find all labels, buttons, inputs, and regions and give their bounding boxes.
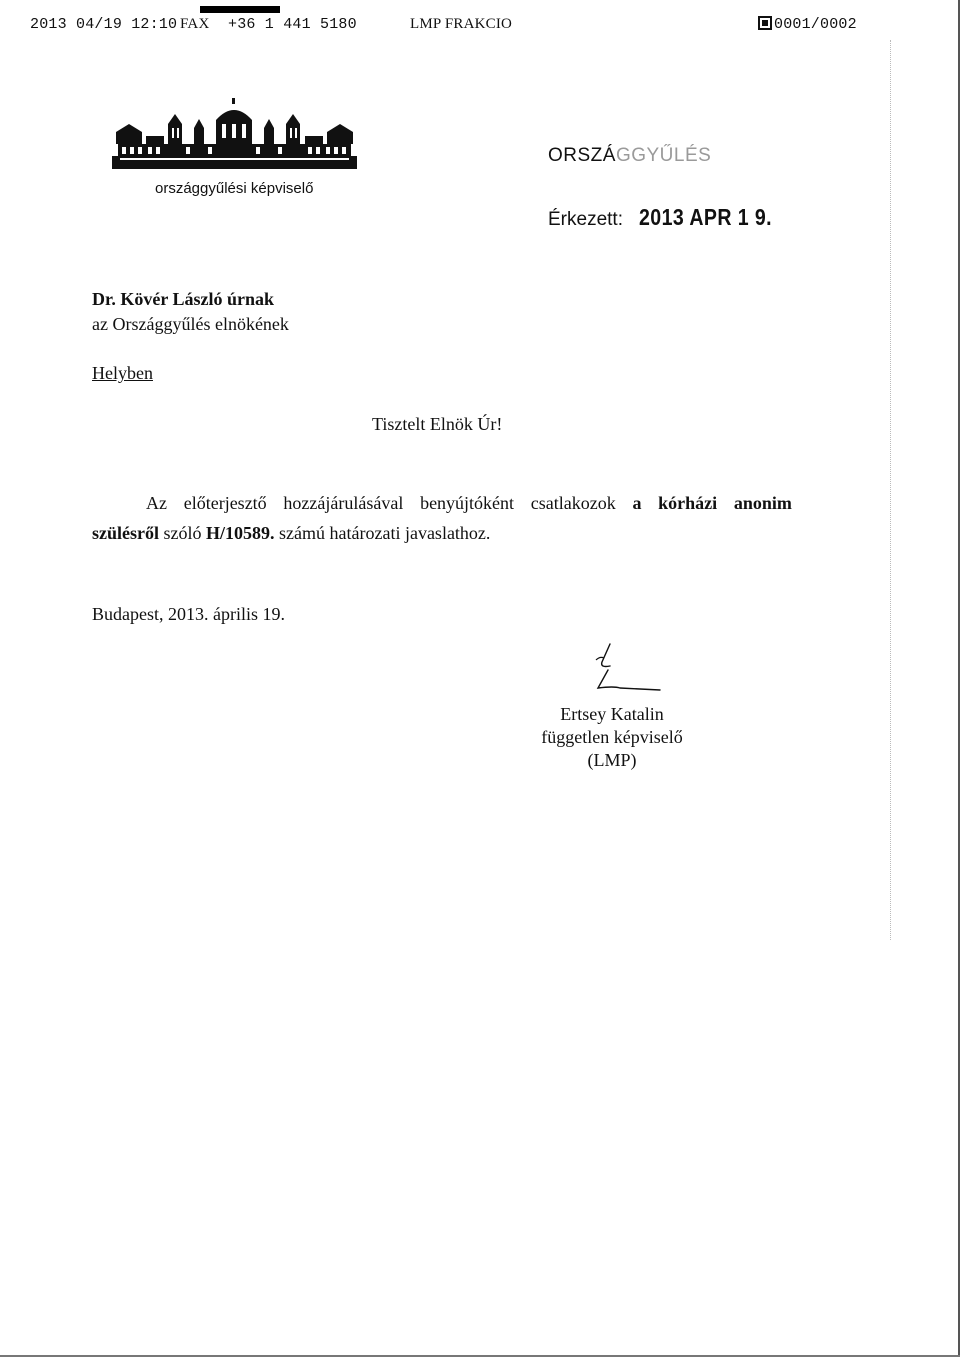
place-date: Budapest, 2013. április 19. <box>92 604 285 624</box>
signatory-party: (LMP) <box>587 750 637 770</box>
handwritten-signature <box>580 640 680 709</box>
scan-margin-line <box>890 40 892 940</box>
body-word: kórházi <box>658 493 718 513</box>
stamp-title-text: ORSZÁ <box>548 145 616 166</box>
fax-datetime: 2013 04/19 12:10 <box>30 16 178 33</box>
addressee <box>92 287 289 337</box>
logo-caption: országgyűlési képviselő <box>155 180 314 197</box>
letter-body <box>92 488 792 548</box>
signature-block <box>530 703 694 772</box>
body-text: számú határozati javaslathoz. <box>279 523 491 543</box>
bill-number: H/10589. <box>206 523 275 543</box>
fax-page-icon <box>758 16 772 30</box>
body-line-2 <box>92 518 792 548</box>
body-word: Az <box>146 493 167 513</box>
received-stamp <box>548 204 796 231</box>
body-word: előterjesztő <box>183 493 267 513</box>
body-bold-text: szülésről <box>92 523 159 543</box>
body-word: anonim <box>733 493 792 513</box>
fax-redaction-bar <box>200 6 280 13</box>
body-line-1 <box>92 488 792 518</box>
body-word: csatlakozok <box>530 493 616 513</box>
body-word: hozzájárulásával <box>283 493 404 513</box>
addressee-role: az Országgyűlés elnökének <box>92 314 289 334</box>
fax-page-counter: 0001/0002 <box>774 16 857 33</box>
parliament-building-icon <box>112 98 357 174</box>
fax-sender: LMP FRAKCIO <box>410 16 513 32</box>
body-word: benyújtóként <box>420 493 515 513</box>
salutation: Tisztelt Elnök Úr! <box>372 414 503 434</box>
signatory-title: független képviselő <box>541 727 683 747</box>
addressee-name: Dr. Kövér László úrnak <box>92 289 275 309</box>
signature-icon <box>580 640 680 704</box>
received-label: Érkezett: <box>548 209 623 230</box>
location-line: Helyben <box>92 363 153 383</box>
fax-number: +36 1 441 5180 <box>228 16 357 33</box>
received-date: 2013 APR 1 9. <box>638 204 773 230</box>
parliament-logo <box>112 98 357 179</box>
stamp-title-faded: GGYŰLÉS <box>615 145 712 166</box>
body-text: szóló <box>163 523 202 543</box>
fax-label: FAX <box>180 16 210 32</box>
signatory-name: Ertsey Katalin <box>560 704 664 724</box>
stamp-title <box>548 145 711 167</box>
body-word: a <box>632 493 642 513</box>
fax-page-counter-wrap <box>758 16 857 33</box>
